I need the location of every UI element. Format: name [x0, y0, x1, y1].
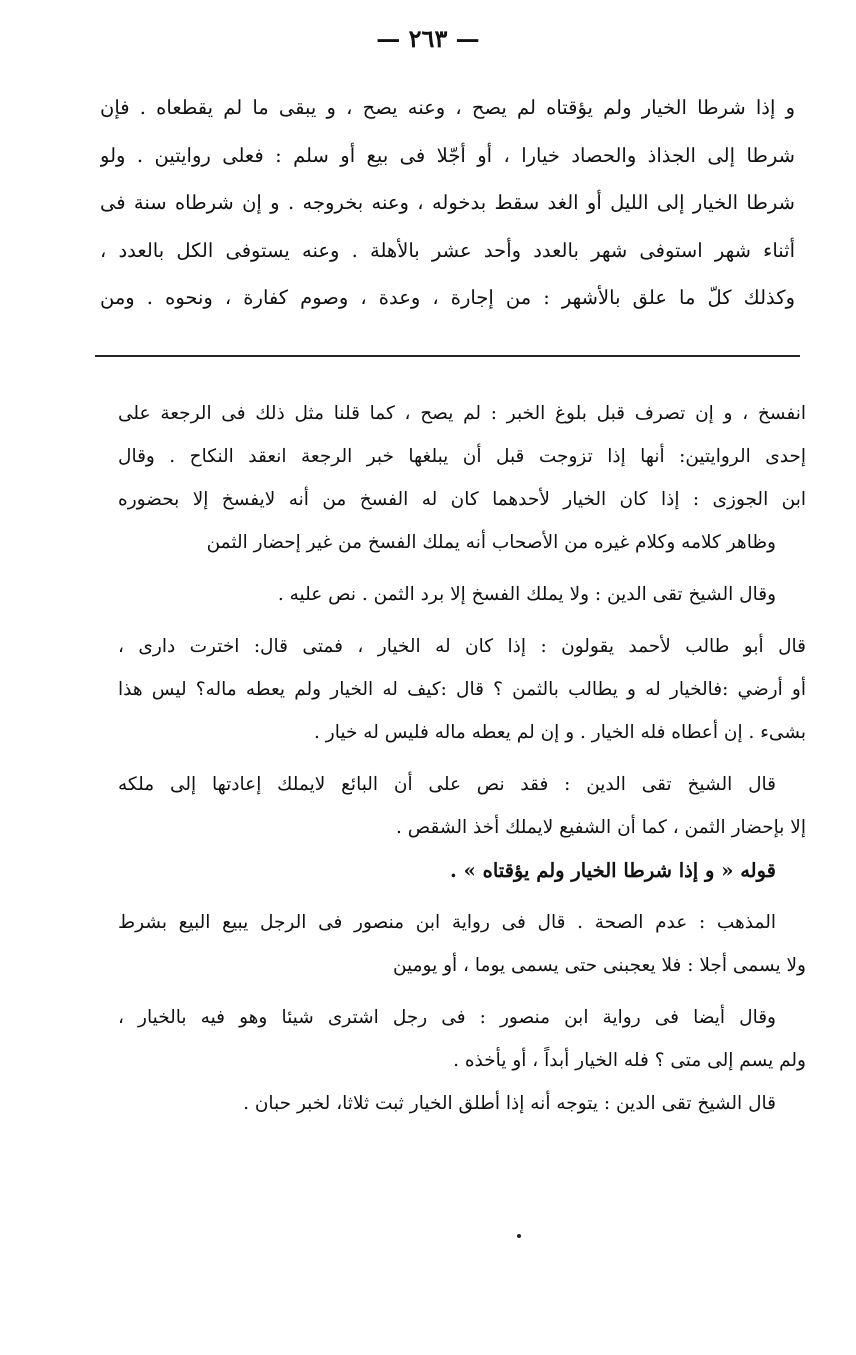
page-number: — ٢٦٣ — [376, 24, 480, 53]
footnote-divider [95, 355, 800, 357]
commentary-line: قال الشيخ تقى الدين : يتوجه أنه إذا أطلق الخيار ثبت ثلاثا، لخبر حبان . [243, 1093, 776, 1114]
main-text-line: شرطا إلى الجذاذ والحصاد خيارا ، أو أجّلا فى بيع أو سلم : فعلى روايتين . ولو [100, 143, 795, 167]
commentary-paragraph [118, 901, 806, 987]
commentary-line: وظاهر كلامه وكلام غيره من الأصحاب أنه يملك الفسخ من غير إحضار الثمن [206, 532, 776, 553]
commentary-paragraph [118, 763, 806, 849]
commentary-paragraph [118, 849, 806, 892]
commentary-line: ولم يسم إلى متى ؟ فله الخيار أبداً ، أو يأخذه . [453, 1050, 806, 1071]
commentary-block [118, 392, 806, 1125]
commentary-heading: قوله « و إذا شرطا الخيار ولم يؤقتاه » . [450, 859, 776, 882]
main-text-line: أثناء شهر استوفى شهر بالعدد وأحد عشر بالأهلة . وعنه يستوفى الكل بالعدد ، [100, 238, 795, 262]
commentary-paragraph [118, 625, 806, 754]
main-text-block [100, 84, 795, 322]
commentary-line: انفسخ ، و إن تصرف قبل بلوغ الخبر : لم يصح ، كما قلنا مثل ذلك فى الرجعة على [118, 403, 806, 424]
commentary-line: قال الشيخ تقى الدين : فقد نص على أن البائع لايملك إعادتها إلى ملكه [118, 774, 776, 795]
commentary-line: إلا بإحضار الثمن ، كما أن الشفيع لايملك أخذ الشقص . [396, 817, 806, 838]
commentary-paragraph [118, 392, 806, 564]
commentary-line: ابن الجوزى : إذا كان الخيار لأحدهما كان له الفسخ من أنه لايفسخ إلا بحضوره [118, 489, 806, 510]
commentary-line: إحدى الروايتين: أنها إذا تزوجت قبل أن يبلغها خبر الرجعة انعقد النكاح . وقال [118, 446, 806, 467]
commentary-line: وقال أيضا فى رواية ابن منصور : فى رجل اشترى شيئا وهو فيه بالخيار ، [118, 1007, 776, 1028]
commentary-paragraph [118, 996, 806, 1082]
commentary-paragraph [118, 1082, 806, 1125]
main-text-line: شرطا الخيار إلى الليل أو الغد سقط بدخوله ، وعنه بخروجه . و إن شرطاه سنة فى [100, 191, 795, 214]
main-text-line: و إذا شرطا الخيار ولم يؤقتاه لم يصح ، وعنه يصح ، و يبقى ما لم يقطعاه . فإن [100, 96, 795, 119]
ink-dot [517, 1234, 521, 1238]
commentary-line: قال أبو طالب لأحمد يقولون : إذا كان له الخيار ، فمتى قال: اخترت دارى ، [118, 636, 806, 657]
commentary-line: وقال الشيخ تقى الدين : ولا يملك الفسخ إلا برد الثمن . نص عليه . [277, 584, 776, 605]
commentary-line: المذهب : عدم الصحة . قال فى رواية ابن منصور فى الرجل يبيع البيع بشرط [118, 912, 776, 933]
commentary-line: ولا يسمى أجلا : فلا يعجبنى حتى يسمى يوما ، أو يومين [392, 955, 806, 976]
commentary-line: بشىء . إن أعطاه فله الخيار . و إن لم يعطه ماله فليس له خيار . [314, 722, 806, 743]
commentary-paragraph [118, 573, 806, 616]
commentary-line: أو أرضي :فالخيار له و يطالب بالثمن ؟ قال :كيف له الخيار ولم يعطه ماله؟ ليس هذا [118, 679, 806, 700]
main-text-line: وكذلك كلّ ما علق بالأشهر : من إجارة ، وعدة ، وصوم كفارة ، ونحوه . ومن [100, 286, 795, 309]
